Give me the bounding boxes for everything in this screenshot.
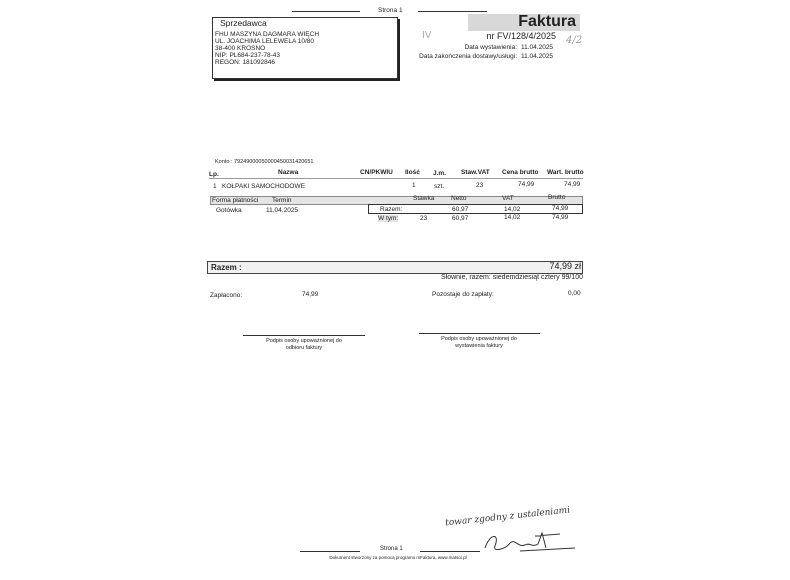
receiver-signature-line2: odbioru faktury bbox=[285, 345, 323, 351]
payment-term-label: Termin bbox=[272, 197, 292, 204]
item-price: 74,99 bbox=[518, 181, 535, 188]
vat-col-brutto: Brutto bbox=[548, 194, 566, 201]
item-unit: szt. bbox=[434, 183, 445, 190]
vat-incl-netto: 60,97 bbox=[452, 215, 469, 222]
payment-method-label: Forma płatności bbox=[212, 197, 259, 204]
page-label-top: Strona 1 bbox=[378, 7, 403, 14]
item-lp: 1 bbox=[213, 183, 217, 190]
footer-page-label: Strona 1 bbox=[380, 546, 403, 552]
issue-date: 11.04.2025 bbox=[521, 44, 554, 51]
remaining-value: 0,00 bbox=[568, 290, 581, 297]
stamp-mark: IV bbox=[422, 30, 432, 41]
invoice-number: nr FV/128/4/2025 bbox=[486, 31, 556, 41]
item-vat: 23 bbox=[476, 182, 484, 189]
payment-method: Gotówka bbox=[216, 207, 242, 214]
total-amount: 74,99 zł bbox=[549, 261, 581, 271]
issuer-signature-line1: Podpis osoby upoważnionej do bbox=[441, 336, 517, 342]
col-vat: Staw.VAT bbox=[461, 169, 490, 176]
vat-total-vat: 14,02 bbox=[504, 206, 521, 213]
item-total: 74,99 bbox=[564, 181, 581, 188]
vat-incl-rate: 23 bbox=[420, 215, 428, 222]
col-cena: Cena brutto bbox=[502, 169, 539, 176]
vat-total-brutto: 74,99 bbox=[552, 205, 569, 212]
handwritten-note: towar zgodny z ustaleniami bbox=[444, 505, 571, 529]
col-ilosc: Ilość bbox=[405, 169, 420, 176]
footer-note: Dokument stworzony za pomocą programu mFaktura, www.matsoi.pl bbox=[329, 555, 467, 560]
vat-col-netto: Netto bbox=[451, 195, 467, 202]
vat-total-label: Razem: bbox=[380, 206, 403, 213]
paid-value: 74,99 bbox=[302, 291, 319, 298]
hand-note: 4/2 bbox=[566, 35, 583, 46]
total-bar bbox=[207, 261, 583, 274]
seller-address: UL. JOACHIMA LELEWELA 10/80 bbox=[215, 38, 314, 45]
delivery-label: Data zakończenia dostawy/usługi: bbox=[419, 53, 517, 60]
vat-total-netto: 60,97 bbox=[452, 206, 469, 213]
payment-term: 11.04.2025 bbox=[266, 207, 299, 214]
signature-scribble bbox=[480, 528, 580, 554]
delivery-date: 11.04.2025 bbox=[521, 53, 554, 60]
vat-incl-label: W tym: bbox=[378, 215, 399, 222]
item-name: KOŁPAKI SAMOCHODOWE bbox=[222, 183, 305, 190]
col-jm: J.m. bbox=[433, 170, 447, 177]
col-cn: CN/PKWIU bbox=[360, 169, 393, 176]
seller-city: 38-400 KROSNO bbox=[215, 45, 266, 52]
seller-heading: Sprzedawca bbox=[220, 18, 267, 28]
vat-incl-brutto: 74,99 bbox=[552, 214, 569, 221]
total-words: Słownie, razem: siedemdziesiąt cztery 99/100 bbox=[440, 274, 583, 281]
invoice-title: Faktura bbox=[518, 13, 576, 30]
col-wart: Wart. brutto bbox=[547, 169, 584, 176]
total-label: Razem : bbox=[211, 263, 242, 272]
receiver-signature-line1: Podpis osoby upoważnionej do bbox=[266, 338, 342, 344]
vat-col-vat: VAT bbox=[502, 195, 514, 202]
paid-label: Zapłacono: bbox=[210, 292, 243, 299]
col-lp: Lp. bbox=[209, 171, 219, 178]
issue-label: Data wystawienia: bbox=[464, 44, 517, 51]
item-qty: 1 bbox=[412, 182, 416, 189]
seller-name: FHU MASZYNA DAGMARA WIĘCH bbox=[215, 31, 320, 38]
bank-account: Konto : 79249000050000450031420651 bbox=[215, 159, 314, 165]
vat-incl-vat: 14,02 bbox=[504, 214, 521, 221]
vat-col-stawka: Stawka bbox=[413, 195, 435, 202]
seller-regon: REGON: 181092846 bbox=[215, 59, 275, 66]
seller-nip: NIP: PL684-237-78-43 bbox=[215, 52, 281, 59]
remaining-label: Pozostaje do zapłaty: bbox=[432, 291, 494, 298]
col-nazwa: Nazwa bbox=[278, 169, 299, 176]
issuer-signature-line2: wystawienia faktury bbox=[455, 343, 503, 349]
